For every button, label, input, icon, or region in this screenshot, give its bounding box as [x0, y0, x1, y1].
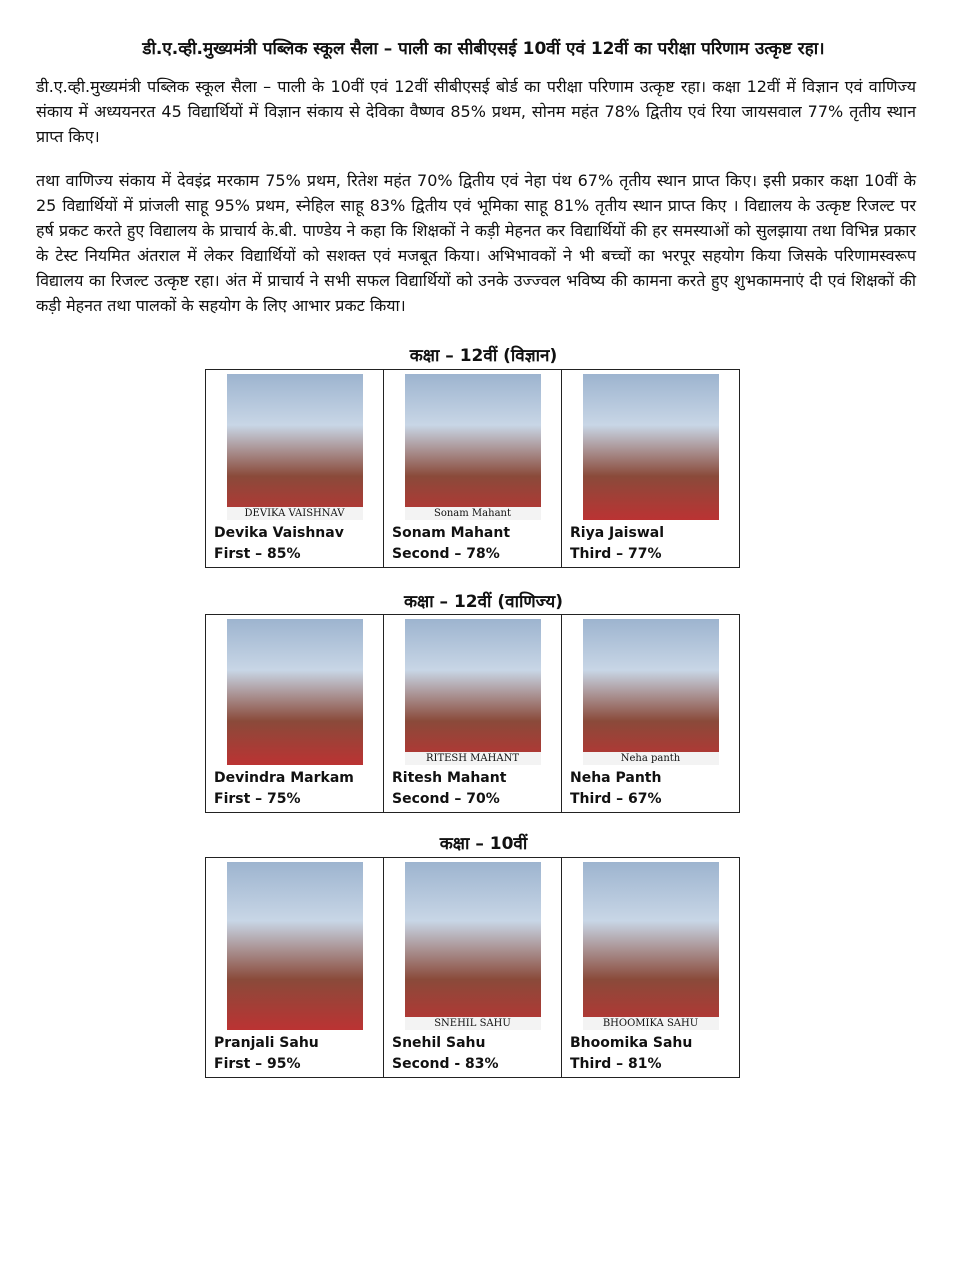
student-cell — [206, 370, 384, 568]
photo-caption: Neha panth — [583, 752, 719, 765]
student-rank: Second – 78% — [392, 546, 500, 562]
photo-caption: RITESH MAHANT — [405, 752, 541, 765]
photo-caption: BHOOMIKA SAHU — [583, 1017, 719, 1030]
results-table — [205, 614, 740, 813]
student-name: Neha Panth — [570, 770, 662, 786]
student-rank: Third – 81% — [570, 1056, 662, 1072]
student-cell — [562, 858, 740, 1078]
student-rank: First – 75% — [214, 791, 301, 807]
student-photo — [583, 374, 719, 520]
table-row — [206, 858, 740, 1078]
student-name: Bhoomika Sahu — [570, 1035, 693, 1051]
student-photo — [227, 862, 363, 1030]
student-cell — [562, 370, 740, 568]
photo-caption: DEVIKA VAISHNAV — [227, 507, 363, 520]
student-name: Sonam Mahant — [392, 525, 511, 541]
student-photo — [405, 374, 541, 520]
paragraph-intro: डी.ए.व्ही.मुख्यमंत्री पब्लिक स्कूल सैला – पाली के 10वीं एवं 12वीं सीबीएसई बोर्ड का परीक्षा परिणाम उत्कृष्ट रहा। कक्षा 12वीं में विज्ञान एवं वाणिज्य संकाय में अध्ययनरत 45 विद्यार्थियों में विज्ञान संकाय से देविका वैष्णव 85% प्रथम, सोनम महंत 78% द्वितीय एवं रिया जायसवाल 77% तृतीय स्थान प्राप्त किए। — [36, 77, 916, 146]
student-rank: First – 95% — [214, 1056, 301, 1072]
student-rank: First – 85% — [214, 546, 301, 562]
article-title: डी.ए.व्ही.मुख्यमंत्री पब्लिक स्कूल सैला – पाली का सीबीएसई 10वीं एवं 12वीं का परीक्षा परिणाम उत्कृष्ट रहा। — [142, 39, 825, 59]
section-heading: कक्षा – 12वीं (वाणिज्य) — [403, 592, 564, 612]
photo-caption: Sonam Mahant — [405, 507, 541, 520]
section-heading: कक्षा – 10वीं — [439, 834, 528, 854]
student-photo — [405, 862, 541, 1030]
table-row — [206, 370, 740, 568]
student-photo — [227, 374, 363, 520]
student-rank: Second – 70% — [392, 791, 500, 807]
student-rank: Second - 83% — [392, 1056, 499, 1072]
student-name: Ritesh Mahant — [392, 770, 507, 786]
student-name: Devika Vaishnav — [214, 525, 344, 541]
results-table — [205, 857, 740, 1078]
student-name: Riya Jaiswal — [570, 525, 664, 541]
student-cell — [384, 370, 562, 568]
student-photo — [583, 862, 719, 1030]
student-photo — [405, 619, 541, 765]
student-cell — [384, 615, 562, 813]
student-name: Devindra Markam — [214, 770, 354, 786]
section-heading: कक्षा – 12वीं (विज्ञान) — [409, 346, 558, 366]
student-cell — [206, 615, 384, 813]
photo-caption: SNEHIL SAHU — [405, 1017, 541, 1030]
results-table — [205, 369, 740, 568]
student-cell — [384, 858, 562, 1078]
student-cell — [562, 615, 740, 813]
student-photo — [583, 619, 719, 765]
table-row — [206, 615, 740, 813]
student-rank: Third – 67% — [570, 791, 662, 807]
student-name: Pranjali Sahu — [214, 1035, 319, 1051]
student-photo — [227, 619, 363, 765]
student-rank: Third – 77% — [570, 546, 662, 562]
paragraph-body: तथा वाणिज्य संकाय में देवइंद्र मरकाम 75% प्रथम, रितेश महंत 70% द्वितीय एवं नेहा पंथ 67% तृतीय स्थान प्राप्त किए। इसी प्रकार कक्षा 10वीं के 25 विद्यार्थियों में प्रांजली साहू 95% प्रथम, स्नेहिल साहू 83% द्वितीय एवं भूमिका साहू 81% तृतीय स्थान प्राप्त किए । विद्यालय के उत्कृष्ट रिजल्ट पर हर्ष प्रकट करते हुए विद्यालय के प्राचार्य के.बी. पाण्डेय ने कहा कि शिक्षकों ने कड़ी मेहनत कर विद्यार्थियों की हर समस्याओं को सुलझाया तथा विभिन्न प्रकार के टेस्ट नियमित अंतराल में लेकर विद्यार्थियों को सशक्त एवं मजबूत किया। अभिभावकों ने भी बच्चों का भरपूर सहयोग किया जिसके परिणामस्वरूप विद्यालय का रिजल्ट उत्कृष्ट रहा। अंत में प्राचार्य ने सभी सफल विद्यार्थियों को उनके उज्ज्वल भविष्य की कामना करते हुए शुभकामनाएं दी एवं शिक्षकों की कड़ी मेहनत तथा पालकों के सहयोग के लिए आभार प्रकट किया। — [36, 171, 916, 315]
student-name: Snehil Sahu — [392, 1035, 486, 1051]
student-cell — [206, 858, 384, 1078]
